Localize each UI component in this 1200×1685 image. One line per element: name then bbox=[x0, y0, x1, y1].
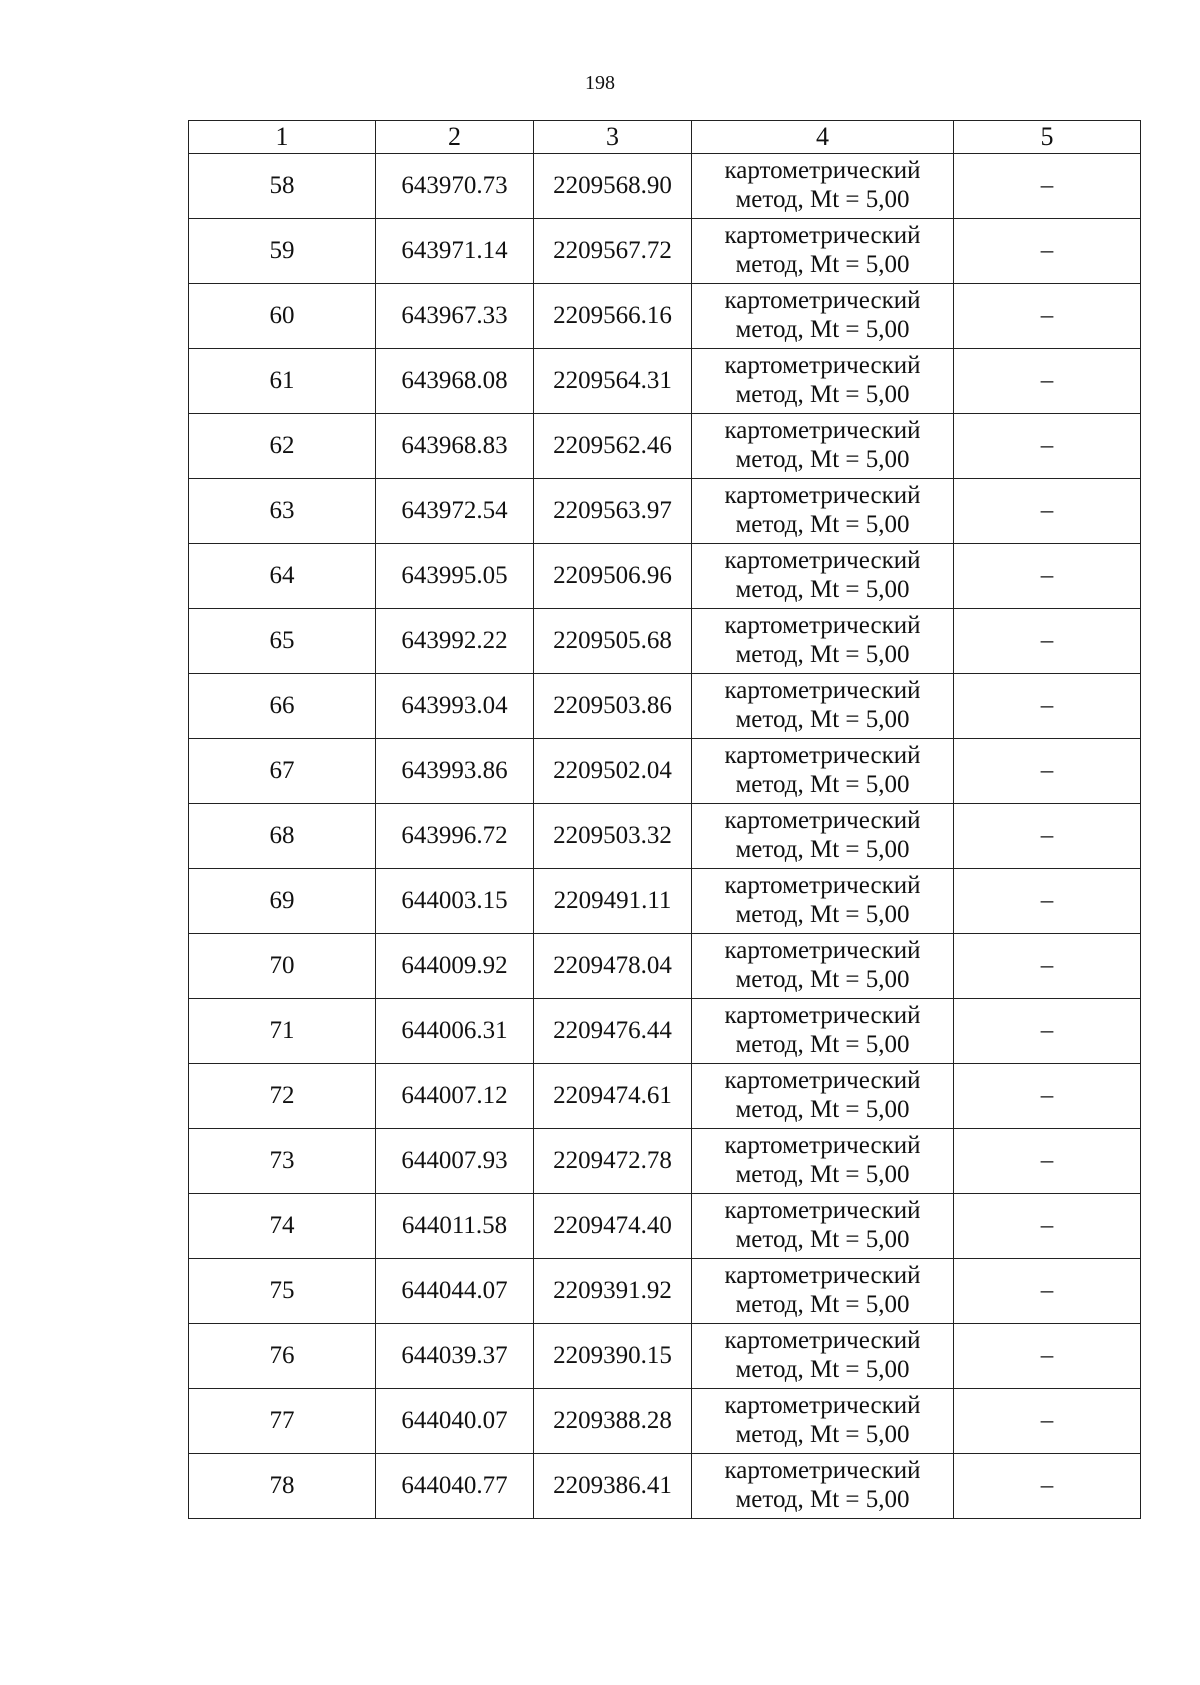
note-cell: – bbox=[954, 219, 1141, 284]
point-number-cell: 65 bbox=[189, 609, 376, 674]
table-row bbox=[189, 1129, 1141, 1194]
method-line-2: метод, Mt = 5,00 bbox=[735, 1161, 910, 1188]
x-coordinate-cell: 644040.77 bbox=[376, 1454, 534, 1519]
note-cell: – bbox=[954, 869, 1141, 934]
method-cell bbox=[692, 1129, 954, 1194]
y-coordinate-cell: 2209562.46 bbox=[534, 414, 692, 479]
x-coordinate-cell: 643993.86 bbox=[376, 739, 534, 804]
point-number-cell: 68 bbox=[189, 804, 376, 869]
method-line-1: картометрический bbox=[724, 677, 921, 705]
table-row bbox=[189, 1454, 1141, 1519]
x-coordinate-cell: 643970.73 bbox=[376, 154, 534, 219]
point-number-cell: 67 bbox=[189, 739, 376, 804]
note-cell: – bbox=[954, 1259, 1141, 1324]
coordinates-table bbox=[188, 120, 1141, 1519]
column-header-3: 3 bbox=[534, 121, 692, 154]
y-coordinate-cell: 2209563.97 bbox=[534, 479, 692, 544]
y-coordinate-cell: 2209566.16 bbox=[534, 284, 692, 349]
point-number-cell: 69 bbox=[189, 869, 376, 934]
note-cell: – bbox=[954, 1129, 1141, 1194]
table-row bbox=[189, 739, 1141, 804]
x-coordinate-cell: 643968.83 bbox=[376, 414, 534, 479]
table-row bbox=[189, 804, 1141, 869]
method-cell bbox=[692, 1064, 954, 1129]
y-coordinate-cell: 2209491.11 bbox=[534, 869, 692, 934]
method-line-2: метод, Mt = 5,00 bbox=[735, 771, 910, 798]
note-cell: – bbox=[954, 739, 1141, 804]
method-line-1: картометрический bbox=[724, 547, 921, 575]
y-coordinate-cell: 2209390.15 bbox=[534, 1324, 692, 1389]
method-cell bbox=[692, 609, 954, 674]
method-cell bbox=[692, 544, 954, 609]
point-number-cell: 72 bbox=[189, 1064, 376, 1129]
method-line-2: метод, Mt = 5,00 bbox=[735, 381, 910, 408]
method-cell bbox=[692, 479, 954, 544]
method-line-2: метод, Mt = 5,00 bbox=[735, 1356, 910, 1383]
method-cell bbox=[692, 1194, 954, 1259]
table-row bbox=[189, 674, 1141, 739]
table-row bbox=[189, 934, 1141, 999]
point-number-cell: 75 bbox=[189, 1259, 376, 1324]
column-header-4: 4 bbox=[692, 121, 954, 154]
x-coordinate-cell: 643995.05 bbox=[376, 544, 534, 609]
x-coordinate-cell: 644006.31 bbox=[376, 999, 534, 1064]
note-cell: – bbox=[954, 609, 1141, 674]
table-row bbox=[189, 414, 1141, 479]
method-cell bbox=[692, 219, 954, 284]
x-coordinate-cell: 644011.58 bbox=[376, 1194, 534, 1259]
method-line-1: картометрический bbox=[724, 807, 921, 835]
method-cell bbox=[692, 154, 954, 219]
note-cell: – bbox=[954, 1454, 1141, 1519]
method-line-1: картометрический bbox=[724, 1392, 921, 1420]
method-line-1: картометрический bbox=[724, 1457, 921, 1485]
method-line-2: метод, Mt = 5,00 bbox=[735, 576, 910, 603]
note-cell: – bbox=[954, 674, 1141, 739]
method-line-2: метод, Mt = 5,00 bbox=[735, 446, 910, 473]
point-number-cell: 58 bbox=[189, 154, 376, 219]
x-coordinate-cell: 644007.12 bbox=[376, 1064, 534, 1129]
y-coordinate-cell: 2209472.78 bbox=[534, 1129, 692, 1194]
method-cell bbox=[692, 1454, 954, 1519]
header-row bbox=[189, 121, 1141, 154]
method-cell bbox=[692, 349, 954, 414]
point-number-cell: 60 bbox=[189, 284, 376, 349]
y-coordinate-cell: 2209567.72 bbox=[534, 219, 692, 284]
page-number: 198 bbox=[585, 72, 615, 94]
note-cell: – bbox=[954, 154, 1141, 219]
x-coordinate-cell: 644009.92 bbox=[376, 934, 534, 999]
method-line-1: картометрический bbox=[724, 222, 921, 250]
method-line-1: картометрический bbox=[724, 482, 921, 510]
note-cell: – bbox=[954, 479, 1141, 544]
method-cell bbox=[692, 1324, 954, 1389]
method-line-1: картометрический bbox=[724, 1262, 921, 1290]
note-cell: – bbox=[954, 999, 1141, 1064]
point-number-cell: 63 bbox=[189, 479, 376, 544]
note-cell: – bbox=[954, 804, 1141, 869]
y-coordinate-cell: 2209503.32 bbox=[534, 804, 692, 869]
y-coordinate-cell: 2209388.28 bbox=[534, 1389, 692, 1454]
note-cell: – bbox=[954, 284, 1141, 349]
method-line-2: метод, Mt = 5,00 bbox=[735, 511, 910, 538]
y-coordinate-cell: 2209391.92 bbox=[534, 1259, 692, 1324]
method-cell bbox=[692, 284, 954, 349]
point-number-cell: 78 bbox=[189, 1454, 376, 1519]
x-coordinate-cell: 644040.07 bbox=[376, 1389, 534, 1454]
x-coordinate-cell: 644007.93 bbox=[376, 1129, 534, 1194]
method-line-2: метод, Mt = 5,00 bbox=[735, 1096, 910, 1123]
note-cell: – bbox=[954, 414, 1141, 479]
method-line-1: картометрический bbox=[724, 287, 921, 315]
column-header-5: 5 bbox=[954, 121, 1141, 154]
method-line-2: метод, Mt = 5,00 bbox=[735, 251, 910, 278]
x-coordinate-cell: 643992.22 bbox=[376, 609, 534, 674]
method-line-1: картометрический bbox=[724, 1067, 921, 1095]
x-coordinate-cell: 643996.72 bbox=[376, 804, 534, 869]
point-number-cell: 73 bbox=[189, 1129, 376, 1194]
point-number-cell: 74 bbox=[189, 1194, 376, 1259]
method-line-2: метод, Mt = 5,00 bbox=[735, 1486, 910, 1513]
table-row bbox=[189, 1064, 1141, 1129]
method-line-2: метод, Mt = 5,00 bbox=[735, 1226, 910, 1253]
table-row bbox=[189, 154, 1141, 219]
method-line-1: картометрический bbox=[724, 1002, 921, 1030]
y-coordinate-cell: 2209502.04 bbox=[534, 739, 692, 804]
note-cell: – bbox=[954, 349, 1141, 414]
method-line-2: метод, Mt = 5,00 bbox=[735, 1291, 910, 1318]
y-coordinate-cell: 2209568.90 bbox=[534, 154, 692, 219]
method-line-1: картометрический bbox=[724, 352, 921, 380]
table-row bbox=[189, 219, 1141, 284]
method-line-2: метод, Mt = 5,00 bbox=[735, 901, 910, 928]
table-row bbox=[189, 284, 1141, 349]
y-coordinate-cell: 2209386.41 bbox=[534, 1454, 692, 1519]
method-cell bbox=[692, 934, 954, 999]
note-cell: – bbox=[954, 1194, 1141, 1259]
table-row bbox=[189, 1194, 1141, 1259]
table-row bbox=[189, 479, 1141, 544]
y-coordinate-cell: 2209503.86 bbox=[534, 674, 692, 739]
table-row bbox=[189, 609, 1141, 674]
method-cell bbox=[692, 674, 954, 739]
table-row bbox=[189, 999, 1141, 1064]
method-line-2: метод, Mt = 5,00 bbox=[735, 706, 910, 733]
note-cell: – bbox=[954, 1324, 1141, 1389]
method-line-1: картометрический bbox=[724, 1197, 921, 1225]
table-row bbox=[189, 349, 1141, 414]
note-cell: – bbox=[954, 1064, 1141, 1129]
table-row bbox=[189, 869, 1141, 934]
method-cell bbox=[692, 739, 954, 804]
y-coordinate-cell: 2209476.44 bbox=[534, 999, 692, 1064]
x-coordinate-cell: 643967.33 bbox=[376, 284, 534, 349]
table-row bbox=[189, 1259, 1141, 1324]
table-row bbox=[189, 1389, 1141, 1454]
method-line-2: метод, Mt = 5,00 bbox=[735, 836, 910, 863]
method-cell bbox=[692, 1259, 954, 1324]
y-coordinate-cell: 2209506.96 bbox=[534, 544, 692, 609]
method-line-1: картометрический bbox=[724, 742, 921, 770]
method-cell bbox=[692, 1389, 954, 1454]
method-cell bbox=[692, 804, 954, 869]
x-coordinate-cell: 644003.15 bbox=[376, 869, 534, 934]
method-line-1: картометрический bbox=[724, 1132, 921, 1160]
column-header-2: 2 bbox=[376, 121, 534, 154]
point-number-cell: 66 bbox=[189, 674, 376, 739]
method-line-1: картометрический bbox=[724, 937, 921, 965]
x-coordinate-cell: 643971.14 bbox=[376, 219, 534, 284]
x-coordinate-cell: 644044.07 bbox=[376, 1259, 534, 1324]
method-line-2: метод, Mt = 5,00 bbox=[735, 966, 910, 993]
point-number-cell: 62 bbox=[189, 414, 376, 479]
table-row bbox=[189, 544, 1141, 609]
method-line-2: метод, Mt = 5,00 bbox=[735, 1421, 910, 1448]
point-number-cell: 77 bbox=[189, 1389, 376, 1454]
column-header-1: 1 bbox=[189, 121, 376, 154]
method-line-2: метод, Mt = 5,00 bbox=[735, 316, 910, 343]
method-line-1: картометрический bbox=[724, 612, 921, 640]
x-coordinate-cell: 643972.54 bbox=[376, 479, 534, 544]
method-line-2: метод, Mt = 5,00 bbox=[735, 641, 910, 668]
note-cell: – bbox=[954, 1389, 1141, 1454]
method-line-2: метод, Mt = 5,00 bbox=[735, 1031, 910, 1058]
method-line-1: картометрический bbox=[724, 1327, 921, 1355]
method-line-1: картометрический bbox=[724, 872, 921, 900]
method-line-1: картометрический bbox=[724, 157, 921, 185]
point-number-cell: 61 bbox=[189, 349, 376, 414]
point-number-cell: 76 bbox=[189, 1324, 376, 1389]
point-number-cell: 70 bbox=[189, 934, 376, 999]
method-cell bbox=[692, 999, 954, 1064]
y-coordinate-cell: 2209564.31 bbox=[534, 349, 692, 414]
table-row bbox=[189, 1324, 1141, 1389]
y-coordinate-cell: 2209478.04 bbox=[534, 934, 692, 999]
method-cell bbox=[692, 414, 954, 479]
note-cell: – bbox=[954, 934, 1141, 999]
point-number-cell: 59 bbox=[189, 219, 376, 284]
method-line-1: картометрический bbox=[724, 417, 921, 445]
method-cell bbox=[692, 869, 954, 934]
x-coordinate-cell: 643968.08 bbox=[376, 349, 534, 414]
y-coordinate-cell: 2209474.61 bbox=[534, 1064, 692, 1129]
note-cell: – bbox=[954, 544, 1141, 609]
x-coordinate-cell: 643993.04 bbox=[376, 674, 534, 739]
point-number-cell: 71 bbox=[189, 999, 376, 1064]
y-coordinate-cell: 2209505.68 bbox=[534, 609, 692, 674]
y-coordinate-cell: 2209474.40 bbox=[534, 1194, 692, 1259]
point-number-cell: 64 bbox=[189, 544, 376, 609]
x-coordinate-cell: 644039.37 bbox=[376, 1324, 534, 1389]
method-line-2: метод, Mt = 5,00 bbox=[735, 186, 910, 213]
